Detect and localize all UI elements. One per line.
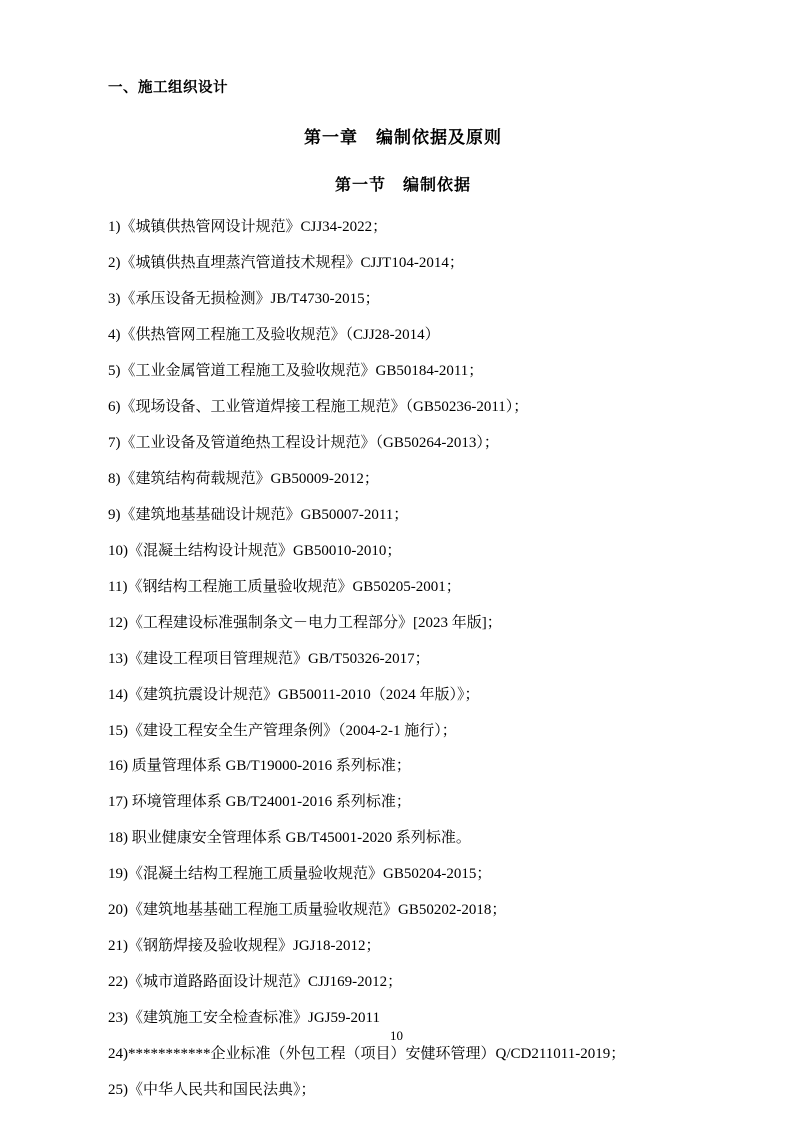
list-item: 11)《钢结构工程施工质量验收规范》GB50205-2001； — [108, 578, 461, 595]
document-heading: 一、施工组织设计 — [108, 80, 228, 96]
list-item: 21)《钢筋焊接及验收规程》JGJ18-2012； — [108, 938, 381, 955]
page-number: 10 — [390, 1028, 403, 1043]
list-item: 14)《建筑抗震设计规范》GB50011-2010（2024 年版）》； — [108, 686, 480, 703]
list-item: 1)《城镇供热管网设计规范》CJJ34-2022； — [108, 219, 388, 236]
list-item: 22)《城市道路路面设计规范》CJJ169-2012； — [108, 974, 403, 991]
list-item: 10)《混凝土结构设计规范》GB50010-2010； — [108, 542, 402, 559]
list-item: 8)《建筑结构荷载规范》GB50009-2012； — [108, 470, 379, 487]
list-item: 13)《建设工程项目管理规范》GB/T50326-2017； — [108, 650, 430, 667]
section-title: 第一节 编制依据 — [334, 177, 471, 195]
list-item: 12)《工程建设标准强制条文－电力工程部分》[2023 年版]； — [108, 614, 502, 631]
list-item: 16) 质量管理体系 GB/T19000-2016 系列标准； — [108, 758, 411, 775]
list-item: 19)《混凝土结构工程施工质量验收规范》GB50204-2015； — [108, 866, 492, 883]
list-item: 3)《承压设备无损检测》JB/T4730-2015； — [108, 291, 380, 308]
list-item: 4)《供热管网工程施工及验收规范》（CJJ28-2014） — [108, 327, 440, 344]
list-item: 2)《城镇供热直埋蒸汽管道技术规程》CJJT104-2014； — [108, 255, 464, 272]
list-item: 15)《建设工程安全生产管理条例》（2004-2-1 施行）； — [108, 722, 457, 739]
list-item: 6)《现场设备、工业管道焊接工程施工规范》（GB50236-2011）； — [108, 399, 529, 416]
list-item: 5)《工业金属管道工程施工及验收规范》GB50184-2011； — [108, 363, 484, 380]
list-item: 7)《工业设备及管道绝热工程设计规范》（GB50264-2013）； — [108, 435, 499, 452]
list-item: 24)***********企业标准（外包工程（项目）安健环管理）Q/CD211011-2019； — [108, 1045, 626, 1062]
chapter-title: 第一章 编制依据及原则 — [304, 128, 502, 148]
list-item: 20)《建筑地基基础工程施工质量验收规范》GB50202-2018； — [108, 902, 507, 919]
list-item: 18) 职业健康安全管理体系 GB/T45001-2020 系列标准。 — [108, 830, 471, 847]
reference-list — [108, 217, 698, 1101]
list-item: 9)《建筑地基基础设计规范》GB50007-2011； — [108, 506, 409, 523]
list-item: 17) 环境管理体系 GB/T24001-2016 系列标准； — [108, 794, 411, 811]
list-item: 23)《建筑施工安全检查标准》JGJ59-2011 — [108, 1010, 380, 1027]
list-item: 25)《中华人民共和国民法典》； — [108, 1081, 316, 1098]
